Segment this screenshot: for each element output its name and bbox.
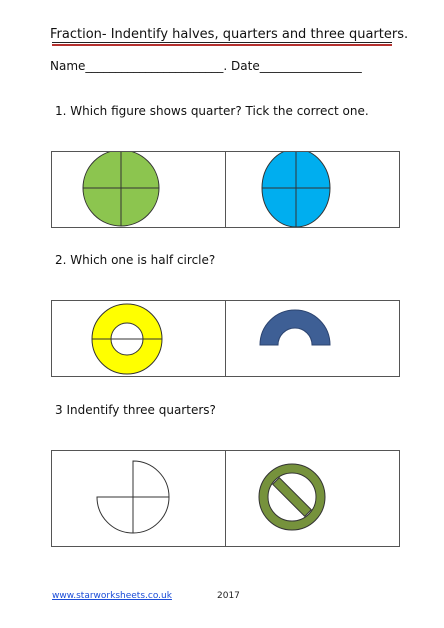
question-3-figures <box>51 450 400 547</box>
figure-cell-prohibition-sign[interactable] <box>225 451 399 546</box>
question-1: 1. Which figure shows quarter? Tick the correct one. <box>55 104 369 118</box>
question-2-figures <box>51 300 400 377</box>
footer-website-link[interactable]: www.starworksheets.co.uk <box>52 591 172 601</box>
title-underline-red <box>52 44 392 46</box>
question-1-figures <box>51 151 400 228</box>
question-3: 3 Indentify three quarters? <box>55 403 216 417</box>
yellow-ring-figure <box>52 301 226 376</box>
navy-arch-figure <box>226 301 400 376</box>
figure-cell-three-quarter-circle[interactable] <box>52 451 225 546</box>
prohibition-sign-figure <box>226 451 400 546</box>
question-2: 2. Which one is half circle? <box>55 253 216 267</box>
navy-half-ring-shape <box>260 310 330 345</box>
worksheet-title: Fraction- Indentify halves, quarters and three quarters. <box>50 27 409 42</box>
name-date-line: Name_______________________. Date_________________ <box>50 59 362 73</box>
blue-oval-figure <box>226 152 400 227</box>
title-underline <box>52 42 392 43</box>
green-circle-figure <box>52 152 226 227</box>
figure-cell-blue-oval[interactable] <box>225 152 399 227</box>
figure-cell-green-circle[interactable] <box>52 152 225 227</box>
footer-year: 2017 <box>217 591 240 601</box>
figure-cell-yellow-ring[interactable] <box>52 301 225 376</box>
three-quarter-circle-figure <box>52 451 226 546</box>
figure-cell-navy-arch[interactable] <box>225 301 399 376</box>
